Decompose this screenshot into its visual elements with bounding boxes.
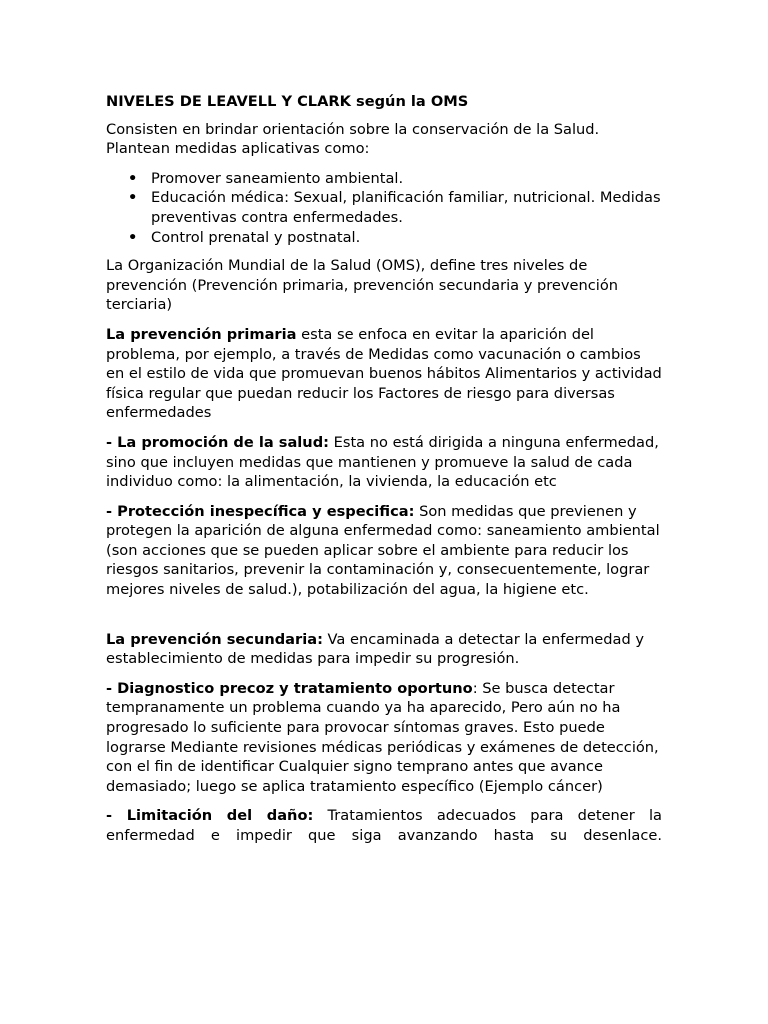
limitacion-text-2: enfermedad e impedir que siga avanzando hasta su desenlace. (106, 827, 662, 844)
bullet-icon: • (128, 189, 138, 207)
bullet-icon: • (128, 169, 138, 187)
document-page (106, 92, 662, 846)
list-item (106, 188, 662, 227)
primaria-label: La prevención primaria (106, 325, 297, 343)
diagnostico-paragraph (106, 679, 662, 797)
blank-line (106, 610, 662, 630)
limitacion-paragraph (106, 806, 662, 845)
list-item (106, 228, 662, 248)
promocion-label: - La promoción de la salud: (106, 433, 329, 451)
secundaria-paragraph (106, 630, 662, 669)
secundaria-label: La prevención secundaria: (106, 630, 323, 648)
limitacion-line-2 (106, 826, 662, 846)
bullet-icon: • (128, 228, 138, 246)
proteccion-label: - Protección inespecífica y especifica: (106, 502, 415, 520)
proteccion-paragraph (106, 502, 662, 600)
list-item-text: Promover saneamiento ambiental. (151, 169, 404, 187)
limitacion-text-1: Tratamientos adecuados para detener la (313, 807, 662, 825)
secundaria-text: Va encaminada a detectar la enfermedad y establecimiento de medidas para impedir su progresión. (106, 630, 645, 668)
intro-paragraph: Consisten en brindar orientación sobre la conservación de la Salud. Plantean medidas aplicativas como: (106, 120, 600, 158)
promocion-paragraph (106, 433, 662, 492)
primaria-text: esta se enfoca en evitar la aparición del problema, por ejemplo, a través de Medidas como vacunación o cambios en el estilo de vida que promuevan buenos hábitos Alimentarios y actividad física regular que puedan reducir los Factores de riesgo para diversas enfermedades (106, 325, 662, 422)
list-item-text: Educación médica: Sexual, planificación familiar, nutricional. Medidas preventivas contra enfermedades. (151, 189, 661, 226)
limitacion-line-1 (106, 806, 662, 826)
document-title: NIVELES DE LEAVELL Y CLARK según la OMS (106, 93, 469, 110)
oms-paragraph: La Organización Mundial de la Salud (OMS), define tres niveles de prevención (Prevención primaria, prevención secundaria y prevención terciaria) (106, 257, 619, 314)
promocion-text: Esta no está dirigida a ninguna enfermedad, sino que incluyen medidas que mantienen y promueve la salud de cada individuo como: la alimentación, la vivienda, la educación etc (106, 433, 659, 491)
list-item-text: Control prenatal y postnatal. (151, 228, 361, 246)
diagnostico-label: - Diagnostico precoz y tratamiento oportuno (106, 679, 473, 697)
limitacion-label: - Limitación del daño: (106, 807, 314, 825)
diagnostico-text: : Se busca detectar tempranamente un problema cuando ya ha aparecido, Pero aún no ha progresado lo suficiente para provocar síntomas graves. Esto puede lograrse Mediante revisiones médicas periódicas y exámenes de detección, con el fin de identificar Cualquier signo temprano antes que avance demasiado; luego se aplica tratamiento específico (Ejemplo cáncer) (106, 679, 659, 795)
primaria-paragraph (106, 325, 662, 423)
proteccion-text: Son medidas que previenen y protegen la aparición de alguna enfermedad como: saneamiento ambiental (son acciones que se pueden aplicar sobre el ambiente para reducir los riesgos sanitarios, prevenir la contaminación y, consecuentemente, lograr mejores niveles de salud.), potabilización del agua, la higiene etc. (106, 502, 660, 599)
measures-list (106, 169, 662, 247)
list-item (106, 169, 662, 189)
